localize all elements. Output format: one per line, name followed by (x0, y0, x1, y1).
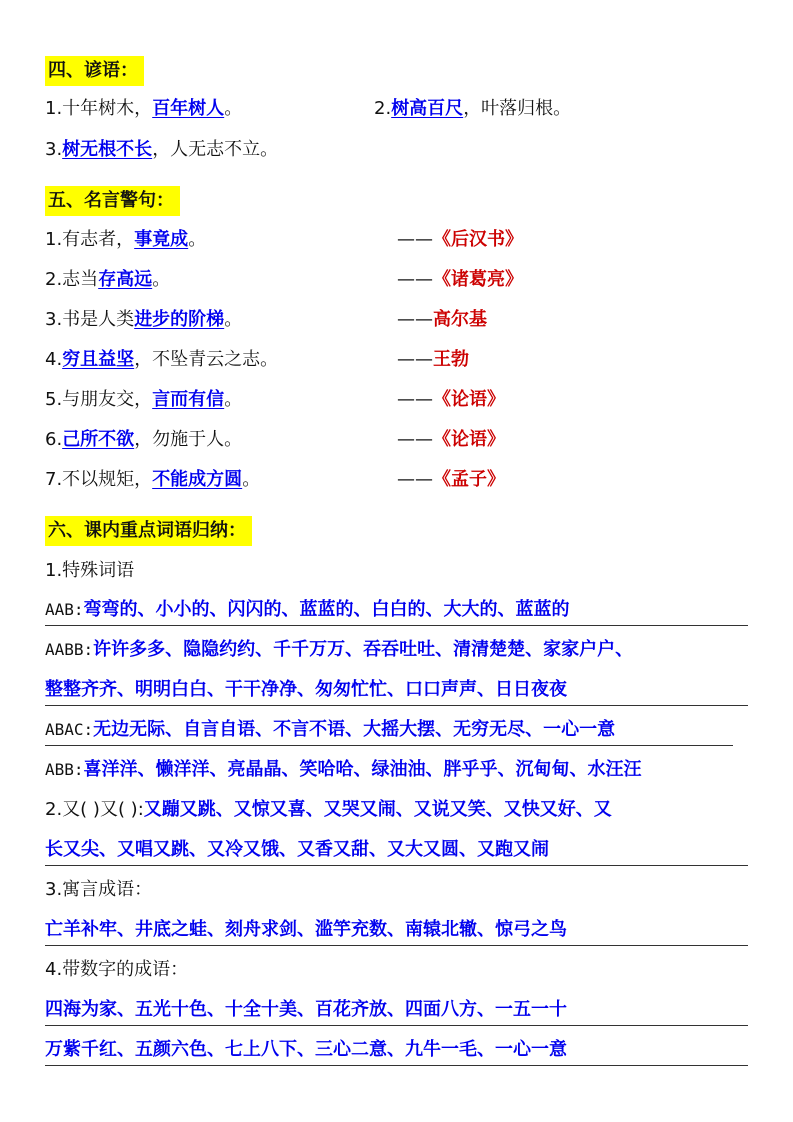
proverb-2-suffix: ，叶落归根。 (463, 98, 572, 119)
number-idioms-1: 四海为家、五光十色、十全十美、百花齐放、四面八方、一五一十 (45, 999, 567, 1020)
quote-6-source: ——《论语》 (397, 429, 505, 450)
proverb-3-suffix: ，人无志不立。 (152, 139, 279, 160)
number-idioms-row-2 (45, 1037, 748, 1066)
quote-3-source: ——高尔基 (397, 309, 487, 330)
you-you-label: 2.又( )又( ): (45, 799, 144, 820)
you-you-row-1 (45, 797, 612, 823)
quote-5: 5.与朋友交，言而有信。 (45, 389, 243, 410)
you-you-row-2 (45, 837, 748, 866)
quote-6: 6.己所不欲，勿施于人。 (45, 429, 243, 450)
quote-4-answer: 穷且益坚 (62, 349, 135, 370)
aabb-row-2 (45, 677, 748, 706)
number-idioms-row-1 (45, 997, 748, 1026)
quote-7-source: ——《孟子》 (397, 469, 505, 490)
number-idioms-subheading: 4.带数字的成语： (45, 959, 189, 980)
aab-label: AAB: (45, 600, 84, 619)
you-you-words-2: 长又尖、又唱又跳、又冷又饿、又香又甜、又大又圆、又跑又闹 (45, 839, 549, 860)
quote-4: 4.穷且益坚，不坠青云之志。 (45, 349, 279, 370)
abac-words: 无边无际、自言自语、不言不语、大摇大摆、无穷无尽、一心一意 (93, 719, 616, 740)
quote-3: 3.书是人类进步的阶梯。 (45, 309, 243, 330)
proverb-2-answer: 树高百尺 (391, 98, 464, 119)
quote-1: 1.有志者，事竟成。 (45, 229, 207, 250)
proverb-1 (45, 96, 242, 122)
abb-label: ABB: (45, 760, 84, 779)
quote-2: 2.志当存高远。 (45, 269, 171, 290)
aab-row (45, 597, 748, 626)
abac-label: ABAC: (45, 720, 94, 739)
aabb-words-1: 许许多多、隐隐约约、千千万万、吞吞吐吐、清清楚楚、家家户户、 (93, 639, 634, 660)
quote-4-source: ——王勃 (397, 349, 469, 370)
quote-7: 7.不以规矩，不能成方圆。 (45, 469, 261, 490)
special-words-subheading: 1.特殊词语 (45, 560, 135, 581)
fable-idioms: 亡羊补牢、井底之蛙、刻舟求剑、滥竽充数、南辕北辙、惊弓之鸟 (45, 919, 567, 940)
aabb-label: AABB: (45, 640, 94, 659)
quote-2-answer: 存高远 (98, 269, 153, 290)
proverb-1-prefix: 1.十年树木， (45, 98, 153, 119)
proverb-2 (374, 96, 571, 122)
section-4-heading: 四、谚语： (45, 56, 144, 86)
quote-1-answer: 事竟成 (134, 229, 189, 250)
proverb-3-prefix: 3. (45, 139, 63, 160)
quote-6-answer: 己所不欲 (62, 429, 135, 450)
aabb-words-2: 整整齐齐、明明白白、干干净净、匆匆忙忙、口口声声、日日夜夜 (45, 679, 567, 700)
section-6-heading: 六、课内重点词语归纳： (45, 516, 252, 546)
proverb-3-answer: 树无根不长 (62, 139, 153, 160)
aab-words: 弯弯的、小小的、闪闪的、蓝蓝的、白白的、大大的、蓝蓝的 (83, 599, 570, 620)
you-you-words-1: 又蹦又跳、又惊又喜、又哭又闹、又说又笑、又快又好、又 (143, 799, 612, 820)
quote-1-source: ——《后汉书》 (397, 229, 523, 250)
proverb-1-answer: 百年树人 (152, 98, 225, 119)
abb-row (45, 757, 642, 783)
quote-5-source: ——《论语》 (397, 389, 505, 410)
section-5-heading: 五、名言警句： (45, 186, 180, 216)
quote-7-answer: 不能成方圆 (152, 469, 243, 490)
abb-words: 喜洋洋、懒洋洋、亮晶晶、笑哈哈、绿油油、胖乎乎、沉甸甸、水汪汪 (83, 759, 642, 780)
fable-row (45, 917, 748, 946)
abac-row (45, 717, 733, 746)
proverb-3 (45, 137, 278, 163)
quote-3-answer: 进步的阶梯 (134, 309, 225, 330)
fable-subheading: 3.寓言成语： (45, 879, 153, 900)
proverb-2-prefix: 2. (374, 98, 392, 119)
quote-5-answer: 言而有信 (152, 389, 225, 410)
quote-2-source: ——《诸葛亮》 (397, 269, 523, 290)
aabb-row-1 (45, 637, 633, 663)
number-idioms-2: 万紫千红、五颜六色、七上八下、三心二意、九牛一毛、一心一意 (45, 1039, 567, 1060)
proverb-1-suffix: 。 (224, 98, 243, 119)
